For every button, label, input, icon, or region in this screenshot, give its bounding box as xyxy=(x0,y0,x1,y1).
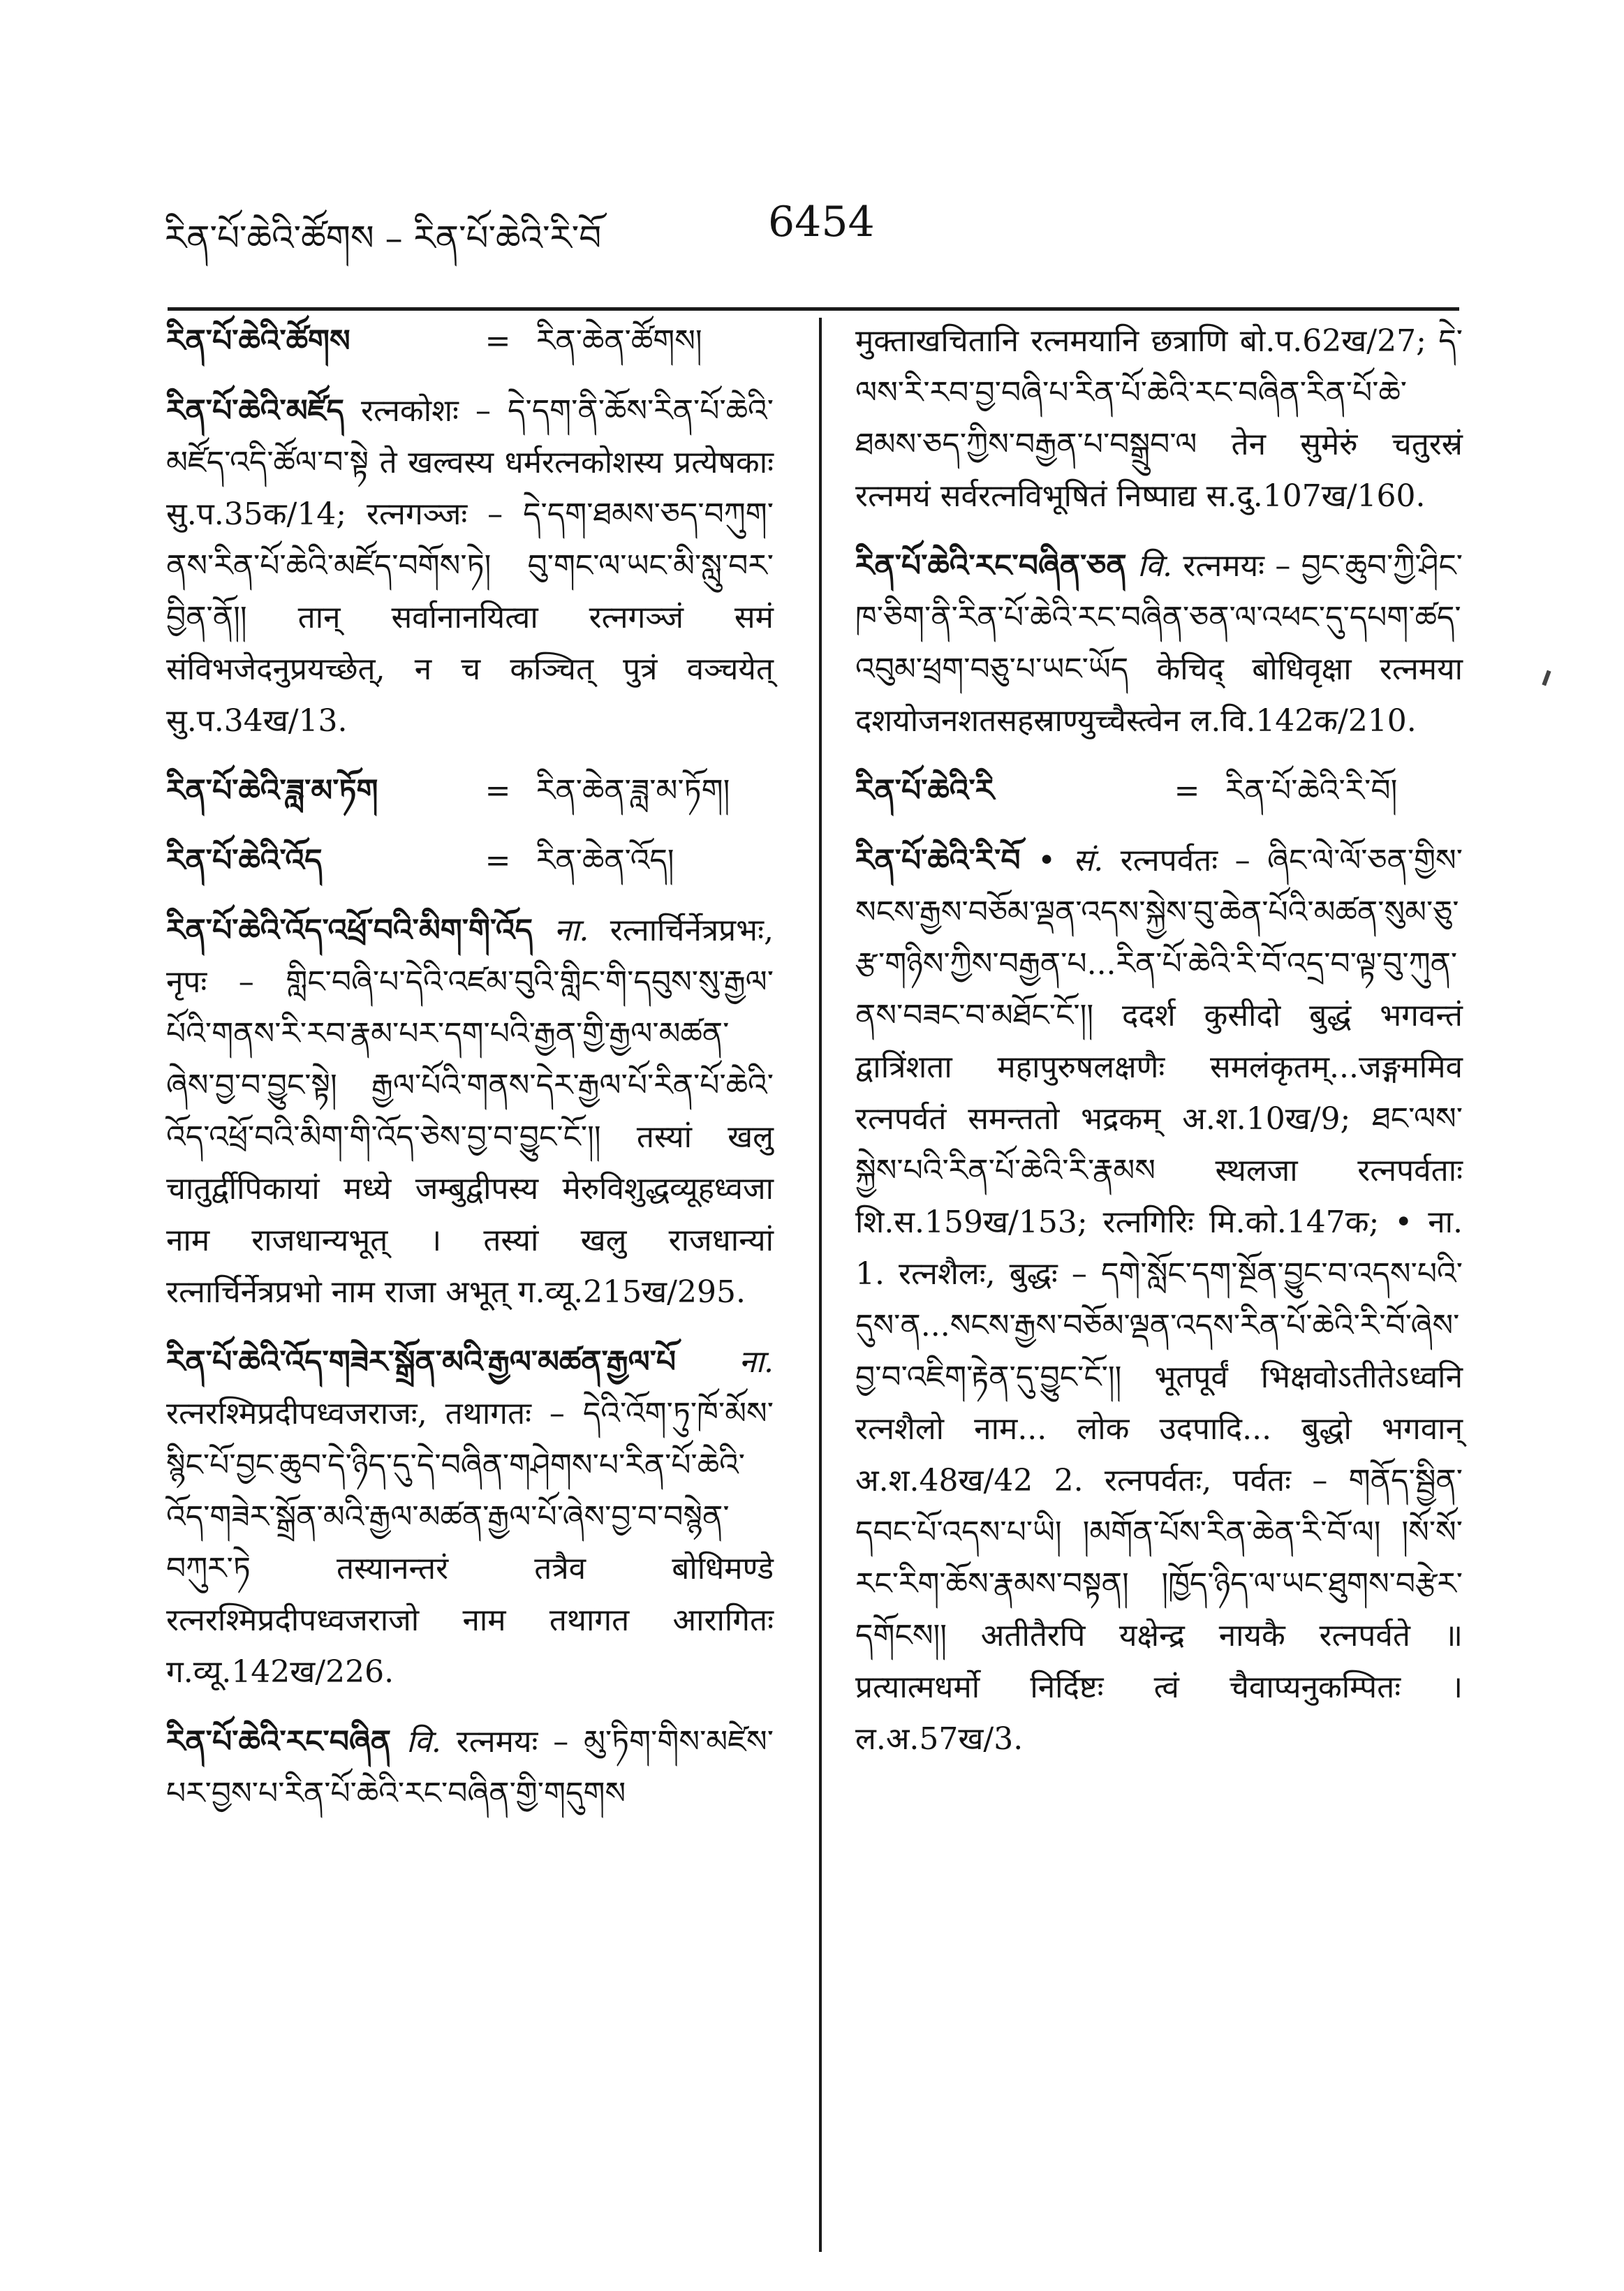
reference-target: རིན་ཆེན་ཚོགས། xyxy=(536,323,702,359)
reference-target: རིན་ཆེན་འོད། xyxy=(536,843,674,878)
entry-text: रत्नरश्मिप्रदीपध्वजराजः, तथागतः – དེའི་འོག་ཏུ་ཁོ་མོས་སྙིང་པོ་བྱང་ཆུབ་དེ་ཉིད་དུ་དེ་བཞིན་གཤེགས་པ་རིན་པོ་ཆེའི་འོད་གཟེར་སྒྲོན་མའི་རྒྱལ་མཚན་རྒྱལ་པོ་ཞེས་བྱ་བ་བསྙེན་བཀུར་ཏེ तस्यानन्तरं तत्रैव बोधिमण्डे रत्नरश्मिप्रदीपध्वजराजो नाम तथागत आरागितः ग.व्यू.142ख/226. xyxy=(166,1396,774,1690)
part-of-speech: ना. xyxy=(739,1344,774,1380)
cross-reference xyxy=(166,835,774,887)
margin-mark xyxy=(1542,670,1551,686)
header-rule xyxy=(168,307,1459,311)
entry-text: रत्नपर्वतः – ཞིང་ལེ་ལོ་ཅན་གྱིས་སངས་རྒྱས་བཅོམ་ལྡན་འདས་སྐྱེས་བུ་ཆེན་པོའི་མཚན་སུམ་ཅུ་རྩ་གཉིས་ཀྱིས་བརྒྱན་པ...རིན་པོ་ཆེའི་རི་བོ་འདྲ་བ་ལྟ་བུ་ཀུན་ནས་བཟང་བ་མཐོང་ངོ་།། ददर्श कुसीदो बुद्धं भगवन्तं द्वात्रिंशता महापुरुषलक्षणैः समलंकृतम्...जङ्गममिव रत्नपर्वतं समन्ततो भद्रकम् अ.श.10ख/9; ཐང་ལས་སྐྱེས་པའི་རིན་པོ་ཆེའི་རི་རྣམས स्थलजा रत्नपर्वताः शि.स.159ख/153; रत्नगिरिः मि.को.147क; • ना. 1. रत्नशैलः, बुद्धः – དགེ་སློང་དག་སྔོན་བྱུང་བ་འདས་པའི་དུས་ན...སངས་རྒྱས་བཅོམ་ལྡན་འདས་རིན་པོ་ཆེའི་རི་བོ་ཞེས་བྱ་བ་འཇིག་རྟེན་དུ་བྱུང་ངོ་།། भूतपूर्वं भिक्षवोऽतीतेऽध्वनि रत्नशैलो नाम... लोक उदपादि... बुद्धो भगवान् अ.श.48ख/42 2. रत्नपर्वतः, पर्वतः – གནོད་སྦྱིན་དབང་པོ་འདས་པ་ཡི། །མགོན་པོས་རིན་ཆེན་རི་བོ་ལ། །སོ་སོ་རང་རིག་ཆོས་རྣམས་བསྟན། །ཁྱོད་ཉིད་ལ་ཡང་ཐུགས་བརྩེར་དགོངས།། अतीतैरपि यक्षेन्द्र नायकै रत्नपर्वते ॥ प्रत्यात्मधर्मो निर्दिष्टः त्वं चैवाप्यनुकम्पितः । ल.अ.57ख/3. xyxy=(855,843,1463,1757)
headword: རིན་པོ་ཆེའི་ཚོགས xyxy=(166,323,350,359)
page-number: 6454 xyxy=(768,198,875,246)
left-column xyxy=(166,316,774,1838)
entry-continuation xyxy=(855,316,1463,522)
headword: རིན་པོ་ཆེའི་རི་བོ xyxy=(855,843,1021,878)
headword: རིན་པོ་ཆེའི་རང་བཞིན xyxy=(166,1724,392,1760)
running-head: རིན་པོ་ཆེའི་ཚོགས – རིན་པོ་ཆེའི་རི་བོ xyxy=(165,218,602,258)
equals-sign: = xyxy=(1174,773,1200,809)
headword: རིན་པོ་ཆེའི་མཛོད xyxy=(166,393,344,429)
entry-text: रत्नकोशः – དེ་དག་ནི་ཆོས་རིན་པོ་ཆེའི་མཛོད་འདི་ཚོལ་བ་སྟེ ते खल्वस्य धर्मरत्नकोशस्य प्रत्येषकाः सु.प.35क/14; रत्नगञ्जः – དེ་དག་ཐམས་ཅད་བཀུག་ནས་རིན་པོ་ཆེའི་མཛོད་བགོས་ཏེ། བུ་གང་ལ་ཡང་མི་སླུ་བར་བྱིན་ནོ།། तान् सर्वानानयित्वा रत्नगञ्जं समं संविभजेदनुप्रयच्छेत्, न च कञ्चित् पुत्रं वञ्चयेत् सु.प.34ख/13. xyxy=(166,393,774,739)
headword: རིན་པོ་ཆེའི་འོད་གཟེར་སྒྲོན་མའི་རྒྱལ་མཚན་རྒྱལ་པོ xyxy=(166,1344,677,1380)
entry-text: मुक्ताखचितानि रत्नमयानि छत्राणि बो.प.62ख/27; དེ་ལས་རི་རབ་བྱ་བཞི་པ་རིན་པོ་ཆེའི་རང་བཞིན་རིན་པོ་ཆེ་ཐམས་ཅད་ཀྱིས་བརྒྱན་པ་བསྒྲུབ་ལ तेन सुमेरुं चतुरस्रं रत्नमयं सर्वरत्नविभूषितं निष्पाद्य स.दु.107ख/160. xyxy=(855,323,1463,514)
equals-sign: = xyxy=(485,773,511,809)
cross-reference xyxy=(855,765,1463,817)
entry-text: रत्नमयः – མུ་ཏིག་གིས་མཛེས་པར་བྱས་པ་རིན་པོ་ཆེའི་རང་བཞིན་གྱི་གདུགས xyxy=(166,1724,774,1811)
dictionary-entry xyxy=(166,1336,774,1698)
dictionary-entry xyxy=(166,1716,774,1820)
entry-text: रत्नार्चिर्नेत्रप्रभः, नृपः – གླིང་བཞི་པ་དེའི་འཛམ་བུའི་གླིང་གི་དབུས་སུ་རྒྱལ་པོའི་གནས་རི་རབ་རྣམ་པར་དག་པའི་རྒྱན་གྱི་རྒྱལ་མཚན་ཞེས་བྱ་བ་བྱུང་སྟེ། རྒྱལ་པོའི་གནས་དེར་རྒྱལ་པོ་རིན་པོ་ཆེའི་འོད་འཕྲོ་བའི་མིག་གི་འོད་ཅེས་བྱ་བ་བྱུང་ངོ་།། तस्यां खलु चातुर्द्वीपिकायां मध्ये जम्बुद्वीपस्य मेरुविशुद्धव्यूहध्वजा नाम राजधान्यभूत् । तस्यां खलु राजधान्यां रत्नार्चिर्नेत्रप्रभो नाम राजा अभूत् ग.व्यू.215ख/295. xyxy=(166,913,774,1310)
cross-reference xyxy=(166,316,774,367)
headword: རིན་པོ་ཆེའི་འོད་འཕྲོ་བའི་མིག་གི་འོད xyxy=(166,913,533,948)
reference-target: རིན་ཆེན་ཟླ་མ་ཏོག། xyxy=(536,773,730,809)
equals-sign: = xyxy=(485,843,511,878)
dictionary-entry xyxy=(855,540,1463,747)
cross-reference xyxy=(166,765,774,817)
equals-sign: = xyxy=(485,323,511,359)
part-of-speech: वि. xyxy=(1137,548,1172,584)
headword: རིན་པོ་ཆེའི་རང་བཞིན་ཅན xyxy=(855,548,1127,584)
dictionary-entry xyxy=(166,385,774,747)
headword: རིན་པོ་ཆེའི་ཟླ་མ་ཏོག xyxy=(166,773,378,809)
headword: རིན་པོ་ཆེའི་རི xyxy=(855,773,995,809)
headword: རིན་པོ་ཆེའི་འོད xyxy=(166,843,323,878)
reference-target: རིན་པོ་ཆེའི་རི་བོ། xyxy=(1225,773,1398,809)
entry-text: रत्नमयः – བྱང་ཆུབ་ཀྱི་ཤིང་ཁ་ཅིག་ནི་རིན་པོ་ཆེའི་རང་བཞིན་ཅན་ལ་འཕང་དུ་དཔག་ཚད་འབུམ་ཕྲག་བཅུ་པ་ཡང་ཡོད केचिद् बोधिवृक्षा रत्नमया दशयोजनशतसहस्राण्युच्चैस्त्वेन ल.वि.142क/210. xyxy=(855,548,1463,739)
part-of-speech: ना. xyxy=(554,913,589,948)
part-of-speech: वि. xyxy=(406,1724,441,1760)
dictionary-entry xyxy=(166,905,774,1318)
dictionary-entry xyxy=(855,835,1463,1765)
column-divider xyxy=(819,318,822,2252)
part-of-speech: • सं. xyxy=(1038,843,1104,878)
right-column xyxy=(855,316,1463,1783)
